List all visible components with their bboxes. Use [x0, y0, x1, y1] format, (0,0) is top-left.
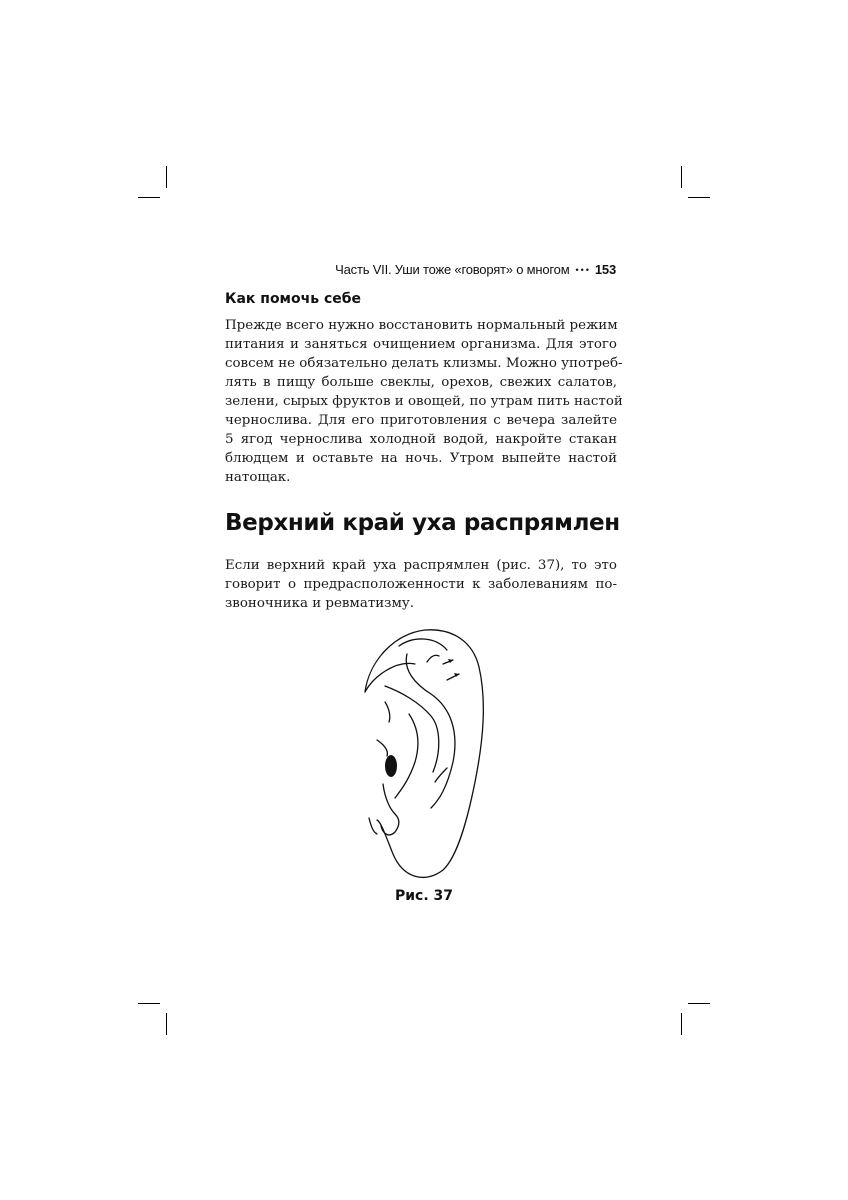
text-line: Прежде всего нужно восстановить нормальный режим	[225, 318, 618, 333]
text-line: блюдцем и оставьте на ночь. Утром выпейте настой	[225, 451, 617, 466]
text-line: совсем не обязательно делать клизмы. Можно употреб-	[225, 356, 623, 371]
running-title: Часть VII. Уши тоже «говорят» о многом	[335, 262, 570, 277]
text-line: 5 ягод чернослива холодной водой, накройте стакан	[225, 432, 617, 447]
crop-mark-bottom-right-h	[688, 1003, 710, 1004]
text-line: Если верхний край уха распрямлен (рис. 37), то это	[225, 558, 617, 573]
text-line: питания и заняться очищением организма. Для этого	[225, 337, 617, 352]
text-line: звоночника и ревматизму.	[225, 596, 415, 611]
header-separator: •••	[575, 265, 591, 275]
section-heading: Верхний край уха распрямлен	[225, 510, 620, 536]
page-number: 153	[594, 262, 616, 277]
crop-mark-bottom-left-v	[166, 1013, 167, 1035]
text-line: зелени, сырых фруктов и овощей, по утрам пить настой	[225, 394, 623, 409]
subheading: Как помочь себе	[225, 291, 362, 307]
crop-mark-bottom-right-v	[681, 1013, 682, 1035]
text-line: чернослива. Для его приготовления с вечера залейте	[225, 413, 617, 428]
paragraph-straight-ear-edge	[225, 556, 617, 613]
crop-mark-top-left-v	[166, 166, 167, 188]
crop-mark-top-right-v	[681, 166, 682, 188]
crop-mark-bottom-left-h	[138, 1003, 160, 1004]
paragraph-help-yourself	[225, 316, 623, 487]
crop-mark-top-left-h	[138, 197, 160, 198]
running-header	[335, 262, 616, 277]
text-line: натощак.	[225, 470, 291, 485]
ear-illustration-icon	[355, 622, 495, 880]
text-line: лять в пищу больше свеклы, орехов, свежих салатов,	[225, 375, 617, 390]
crop-mark-top-right-h	[688, 197, 710, 198]
text-line: говорит о предрасположенности к заболеваниям по-	[225, 577, 617, 592]
figure-caption: Рис. 37	[394, 888, 454, 904]
